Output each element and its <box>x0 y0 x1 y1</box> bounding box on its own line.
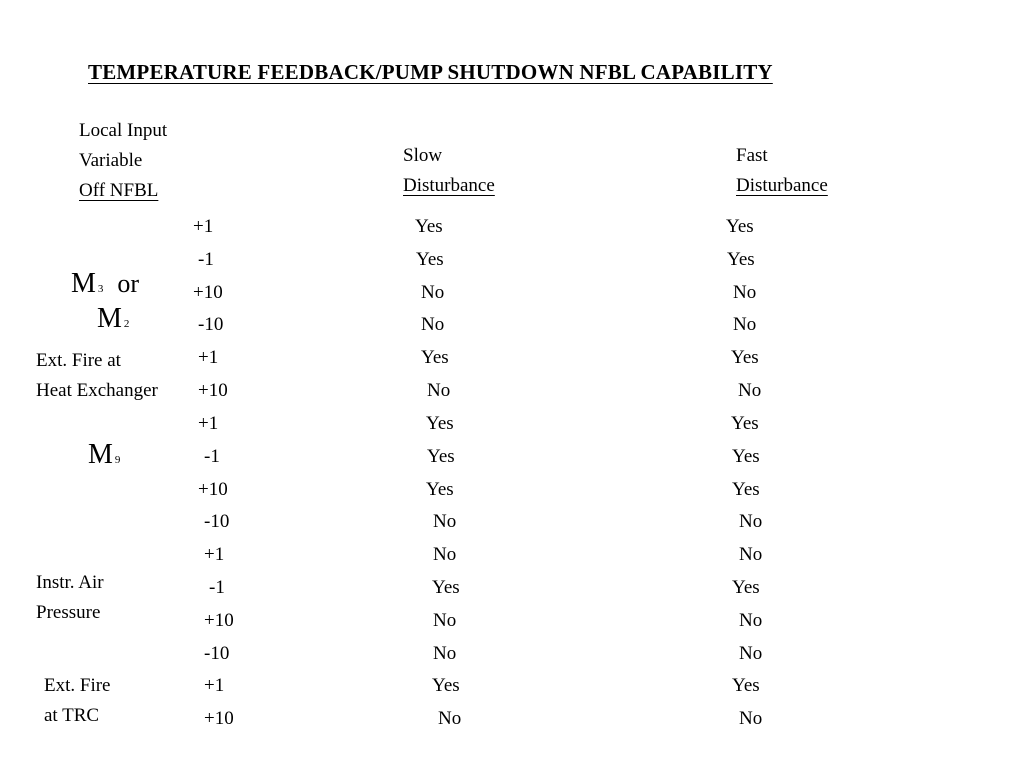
row-11-input: +1 <box>204 544 225 565</box>
row-16-fast: No <box>739 708 763 729</box>
row-16-slow: No <box>438 708 462 729</box>
row-6-slow: No <box>427 380 451 401</box>
row-13-input: +10 <box>204 610 234 631</box>
row-9-input: +10 <box>198 479 228 500</box>
header-input-line1: Local Input <box>79 120 168 141</box>
row-6-input: +10 <box>198 380 228 401</box>
header-fast-line1: Fast <box>736 145 768 166</box>
row-14-slow: No <box>433 643 457 664</box>
header-input-line2: Variable <box>79 150 143 171</box>
row-13-slow: No <box>433 610 457 631</box>
row-8-input: -1 <box>204 446 220 467</box>
row-8-slow: Yes <box>427 446 455 467</box>
row-13-fast: No <box>739 610 763 631</box>
row-1-fast: Yes <box>726 216 754 237</box>
row-4-fast: No <box>733 314 757 335</box>
row-16-input: +10 <box>204 708 234 729</box>
row-14-input: -10 <box>204 643 230 664</box>
row-5-fast: Yes <box>731 347 759 368</box>
row-5-input: +1 <box>198 347 219 368</box>
row-8-fast: Yes <box>732 446 760 467</box>
row-15-fast: Yes <box>732 675 760 696</box>
row-6-fast: No <box>738 380 762 401</box>
row-9-fast: Yes <box>732 479 760 500</box>
row-12-fast: Yes <box>732 577 760 598</box>
row-2-fast: Yes <box>727 249 755 270</box>
row-10-slow: No <box>433 511 457 532</box>
row-5-slow: Yes <box>421 347 449 368</box>
row-2-input: -1 <box>198 249 214 270</box>
row-15-input: +1 <box>204 675 225 696</box>
group-label-m9: M 9 <box>88 439 121 470</box>
row-9-slow: Yes <box>426 479 454 500</box>
row-14-fast: No <box>739 643 763 664</box>
row-15-slow: Yes <box>432 675 460 696</box>
row-3-fast: No <box>733 282 757 303</box>
group-label-ext-fire-trc-line2: at TRC <box>44 705 100 726</box>
row-10-input: -10 <box>204 511 230 532</box>
group-label-m3: M 3 or <box>71 268 140 299</box>
row-3-input: +10 <box>193 282 223 303</box>
group-label-ext-fire-hx-line1: Ext. Fire at <box>36 350 121 371</box>
row-11-slow: No <box>433 544 457 565</box>
group-label-ext-fire-trc-line1: Ext. Fire <box>44 675 111 696</box>
page-title: TEMPERATURE FEEDBACK/PUMP SHUTDOWN NFBL CAPABILITY <box>88 60 773 84</box>
header-input-line3: Off NFBL <box>79 180 159 201</box>
row-4-input: -10 <box>198 314 224 335</box>
row-3-slow: No <box>421 282 445 303</box>
group-label-ext-fire-hx-line2: Heat Exchanger <box>36 380 158 401</box>
group-label-instr-air-line2: Pressure <box>36 602 101 623</box>
row-12-slow: Yes <box>432 577 460 598</box>
group-label-m2: M 2 <box>97 303 130 334</box>
row-7-fast: Yes <box>731 413 759 434</box>
group-label-instr-air-line1: Instr. Air <box>36 572 104 593</box>
row-1-input: +1 <box>193 216 214 237</box>
header-slow-line2: Disturbance <box>403 175 495 196</box>
row-11-fast: No <box>739 544 763 565</box>
row-12-input: -1 <box>209 577 225 598</box>
header-fast-line2: Disturbance <box>736 175 828 196</box>
row-7-input: +1 <box>198 413 219 434</box>
row-2-slow: Yes <box>416 249 444 270</box>
row-4-slow: No <box>421 314 445 335</box>
header-slow-line1: Slow <box>403 145 443 166</box>
row-10-fast: No <box>739 511 763 532</box>
row-1-slow: Yes <box>415 216 443 237</box>
row-7-slow: Yes <box>426 413 454 434</box>
